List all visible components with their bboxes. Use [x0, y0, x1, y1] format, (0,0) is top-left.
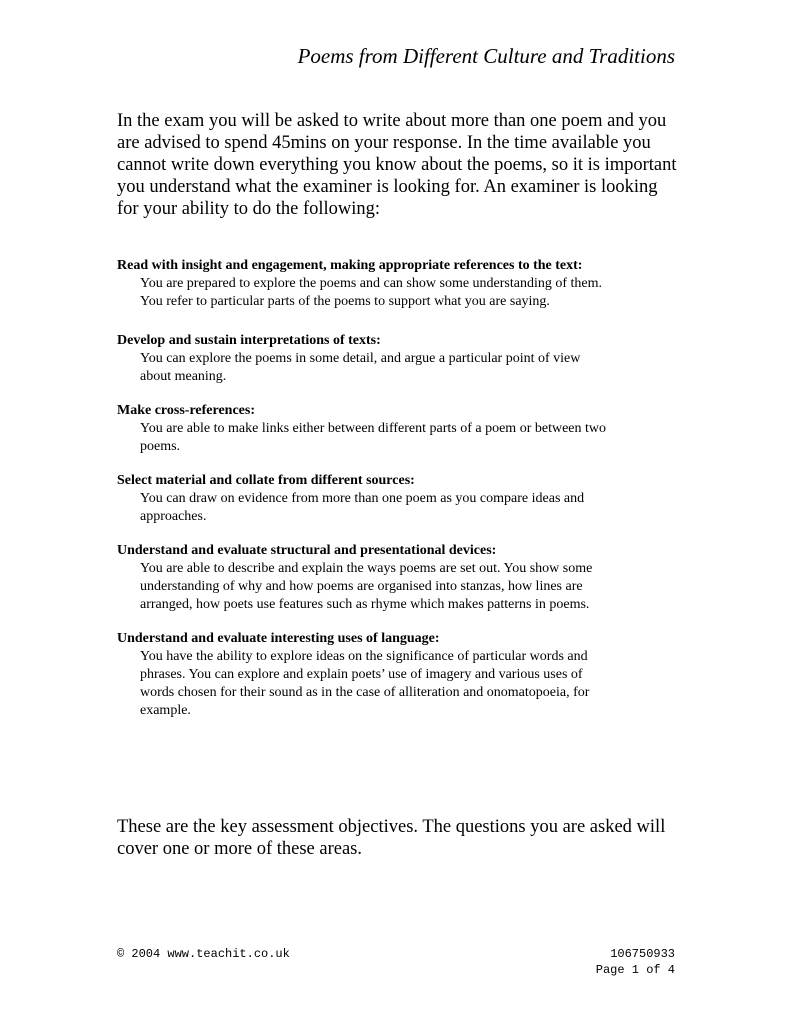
- objective-item: [117, 472, 637, 526]
- objective-description: You can draw on evidence from more than one poem as you compare ideas and approaches.: [140, 491, 585, 524]
- objective-item: [117, 332, 637, 386]
- objective-description: You can explore the poems in some detail, and argue a particular point of view about meaning.: [140, 351, 581, 384]
- objective-description: You have the ability to explore ideas on the significance of particular words and phrases. You can explore and explain poets’ use of imagery and various uses of words chosen for their sound as in the case of alliteration and onomatopoeia, for example.: [140, 649, 590, 718]
- objective-heading: Select material and collate from different sources:: [117, 473, 415, 488]
- objective-item: [117, 257, 637, 311]
- objective-item: [117, 542, 637, 614]
- objective-heading: Read with insight and engagement, making appropriate references to the text:: [117, 258, 583, 273]
- intro-paragraph: In the exam you will be asked to write about more than one poem and you are advised to spend 45mins on your response. In the time available you cannot write down everything you know about the poems, so it is important you understand what the examiner is looking for. An examiner is looking for your ability to do the following:: [117, 111, 677, 219]
- closing-paragraph: These are the key assessment objectives. The questions you are asked will cover one or more of these areas.: [117, 817, 666, 859]
- objective-heading: Understand and evaluate structural and presentational devices:: [117, 543, 497, 558]
- objective-item: [117, 402, 637, 456]
- footer-copyright: © 2004 www.teachit.co.uk: [117, 947, 290, 961]
- objective-item: [117, 630, 637, 720]
- footer-page-number: Page 1 of 4: [595, 963, 675, 977]
- footer-doc-id: 106750933: [610, 947, 675, 961]
- page-title: Poems from Different Culture and Traditions: [297, 44, 675, 68]
- objective-heading: Make cross-references:: [117, 403, 255, 418]
- objective-heading: Understand and evaluate interesting uses of language:: [117, 631, 440, 646]
- objectives-list: [117, 257, 637, 736]
- footer-info: [596, 946, 675, 978]
- objective-description: You are able to describe and explain the ways poems are set out. You show some understanding of why and how poems are organised into stanzas, how lines are arranged, how poets use features such as rhyme which makes patterns in poems.: [140, 561, 593, 612]
- objective-description: You are prepared to explore the poems and can show some understanding of them. You refer to particular parts of the poems to support what you are saying.: [140, 276, 603, 309]
- objective-description: You are able to make links either between different parts of a poem or between two poems.: [140, 421, 606, 454]
- objective-heading: Develop and sustain interpretations of texts:: [117, 333, 381, 348]
